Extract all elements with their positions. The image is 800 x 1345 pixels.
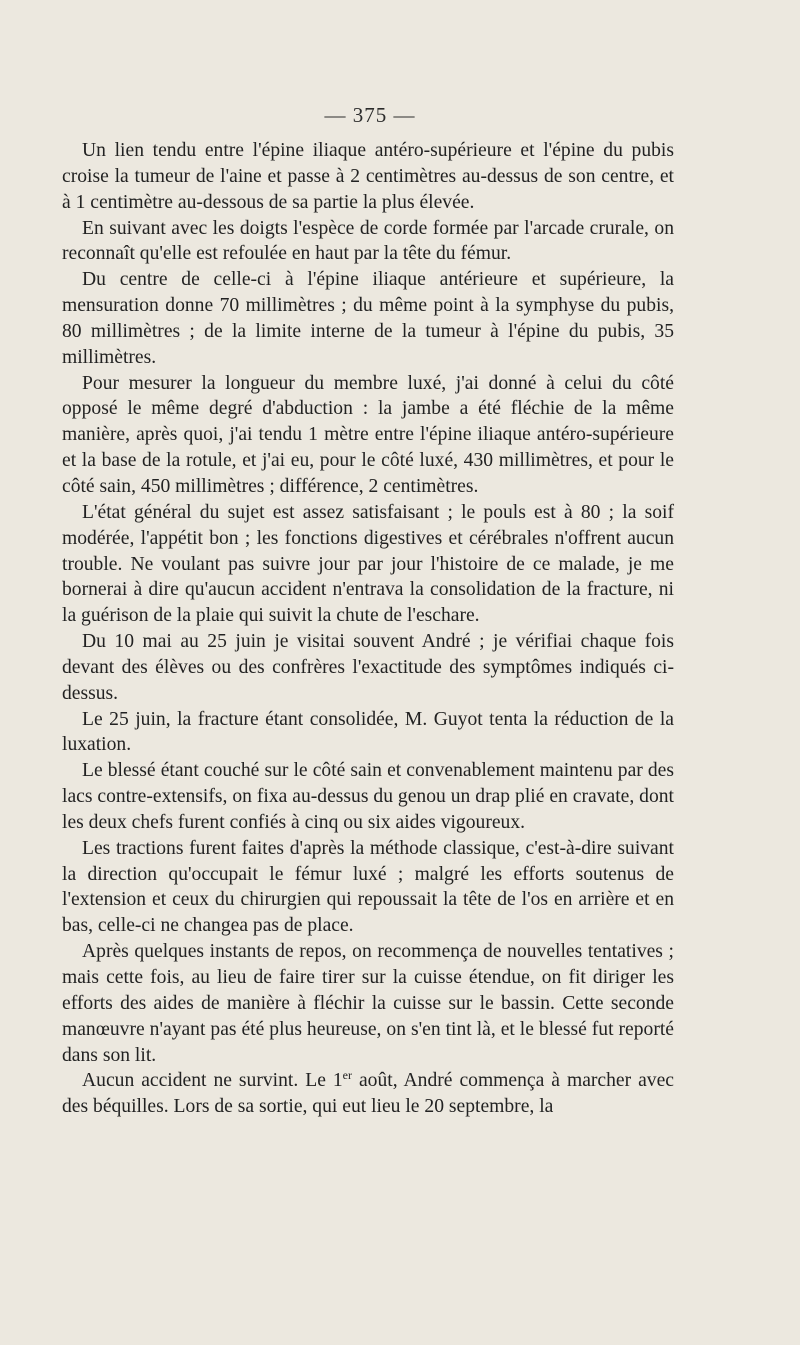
body-text (62, 138, 674, 1120)
paragraph-8: Le blessé étant couché sur le côté sain et convenablement maintenu par des lacs contre-extensifs, on fixa au-dessus du genou un drap plié en cravate, dont les deux chefs furent confiés à cinq ou six aides vigoureux. (62, 760, 674, 833)
ordinal-superscript: er (342, 1068, 352, 1083)
paragraph-4: Pour mesurer la longueur du membre luxé, j'ai donné à celui du côté opposé le même degré d'abduction : la jambe a été fléchie de la même manière, après quoi, j'ai tendu 1 mètre entre l'épine iliaque antéro-supérieure et la base de la rotule, et j'ai eu, pour le côté luxé, 430 millimètres, et pour le côté sain, 450 millimètres ; différence, 2 centimètres. (62, 372, 674, 497)
paragraph-6: Du 10 mai au 25 juin je visitai souvent André ; je vérifiai chaque fois devant des élèves ou des confrères l'exactitude des symptômes indiqués ci-dessus. (62, 631, 674, 704)
paragraph-9: Les tractions furent faites d'après la méthode classique, c'est-à-dire suivant la direction qu'occupait le fémur luxé ; malgré les efforts soutenus de l'extension et ceux du chirurgien qui repoussait la tête de l'os en arrière et en bas, celle-ci ne changea pas de place. (62, 837, 674, 937)
paragraph-7: Le 25 juin, la fracture étant consolidée, M. Guyot tenta la réduction de la luxation. (62, 708, 674, 756)
paragraph-2: En suivant avec les doigts l'espèce de corde formée par l'arcade crurale, on reconnaît qu'elle est refoulée en haut par la tête du fémur. (62, 217, 674, 265)
paragraph-3: Du centre de celle-ci à l'épine iliaque antérieure et supérieure, la mensuration donne 70 millimètres ; du même point à la symphyse du pubis, 80 millimètres ; de la limite interne de la tumeur à l'épine du pubis, 35 millimètres. (62, 269, 674, 368)
paragraph-11-start: Aucun accident ne survint. Le 1 (82, 1070, 343, 1092)
paragraph-11-end: août, André commença à marcher avec des béquilles. Lors de sa sortie, qui eut lieu le 20 septembre, la (62, 1070, 674, 1118)
page-number: — 375 — (324, 103, 416, 127)
paragraph-1: Un lien tendu entre l'épine iliaque antéro-supérieure et l'épine du pubis croise la tumeur de l'aine et passe à 2 centimètres au-dessus de son centre, et à 1 centimètre au-dessous de sa partie la plus élevée. (62, 140, 674, 213)
paragraph-11 (62, 1068, 674, 1120)
paragraph-5: L'état général du sujet est assez satisfaisant ; le pouls est à 80 ; la soif modérée, l'appétit bon ; les fonctions digestives et cérébrales n'offrent aucun trouble. Ne voulant pas suivre jour par jour l'histoire de ce malade, je me bornerai à dire qu'aucun accident n'entrava la consolidation de la fracture, ni la guérison de la plaie qui suivit la chute de l'eschare. (62, 501, 674, 627)
paragraph-10: Après quelques instants de repos, on recommença de nouvelles tentatives ; mais cette fois, au lieu de faire tirer sur la cuisse étendue, on fit diriger les efforts des aides de manière à fléchir la cuisse sur le bassin. Cette seconde manœuvre n'ayant pas été plus heureuse, on s'en tint là, et le blessé fut reporté dans son lit. (62, 941, 674, 1066)
